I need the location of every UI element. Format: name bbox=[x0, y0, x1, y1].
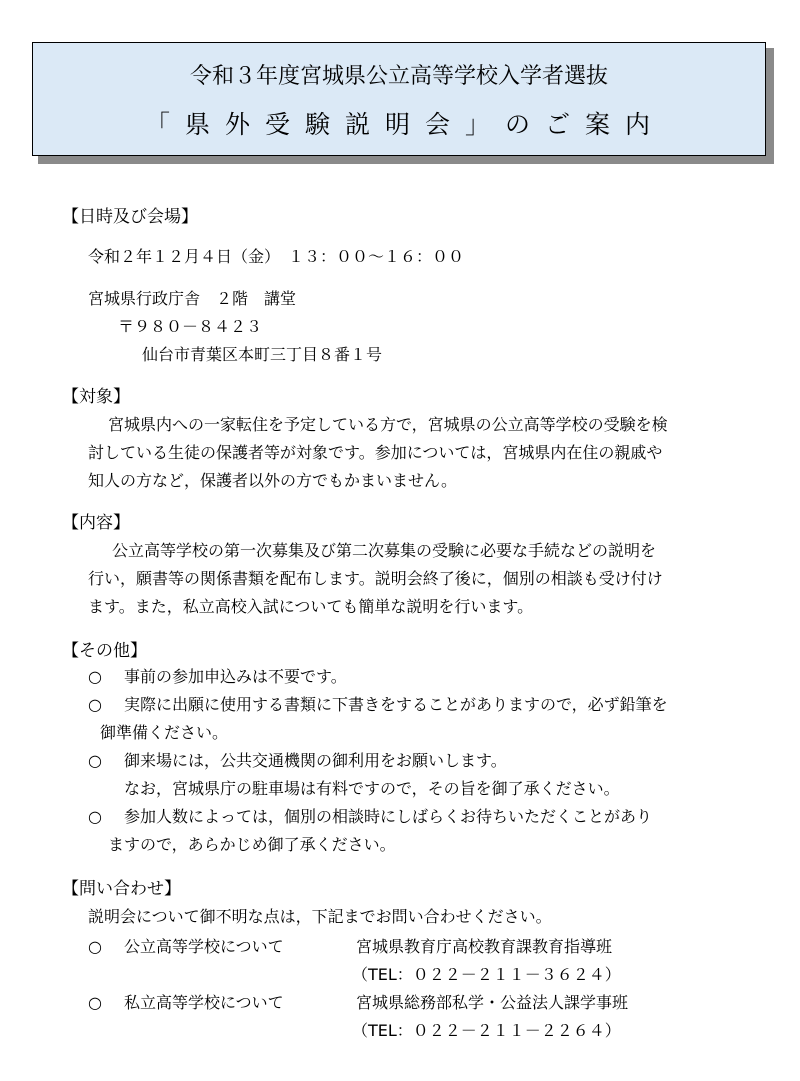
other-item bbox=[88, 804, 652, 827]
contact-item-public bbox=[88, 934, 284, 957]
other-item-text: 参加人数によっては，個別の相談時にしばらくお待ちいただくことがあり bbox=[124, 807, 653, 826]
other-item bbox=[88, 748, 507, 771]
contact-item-private bbox=[88, 990, 284, 1013]
schedule-heading: 【日時及び会場】 bbox=[62, 207, 198, 227]
other-item-text: 御来場には，公共交通機関の御利用をお願いします。 bbox=[124, 751, 507, 770]
other-item bbox=[88, 692, 668, 715]
bullet-circle-icon: ○ bbox=[88, 807, 102, 826]
bullet-circle-icon: ○ bbox=[88, 937, 102, 956]
document-subtitle: 「県外受験説明会」のご案内 bbox=[144, 110, 665, 139]
other-item bbox=[88, 664, 347, 687]
other-item-text: 事前の参加申込みは不要です。 bbox=[124, 667, 347, 686]
contact-label: 公立高等学校について bbox=[124, 937, 284, 956]
content-line: 行い，願書等の関係書類を配布します。説明会終了後に，個別の相談も受け付け bbox=[88, 569, 663, 588]
target-line: 宮城県内への一家転住を予定している方で，宮城県の公立高等学校の受験を検 bbox=[108, 415, 668, 434]
target-line: 討している生徒の保護者等が対象です。参加については，宮城県内在住の親戚や bbox=[88, 443, 663, 462]
content-line: ます。また，私立高校入試についても簡単な説明を行います。 bbox=[88, 597, 534, 616]
bullet-circle-icon: ○ bbox=[88, 993, 102, 1012]
other-item-text: 実際に出願に使用する書類に下書きをすることがありますので，必ず鉛筆を bbox=[124, 695, 668, 714]
schedule-postal: 〒９８０－８４２３ bbox=[118, 317, 263, 336]
contact-tel: （TEL：０２２－２１１－３６２４） bbox=[352, 965, 621, 984]
bullet-circle-icon: ○ bbox=[88, 751, 102, 770]
other-item-continuation: なお，宮城県庁の駐車場は有料ですので，その旨を御了承ください。 bbox=[124, 779, 620, 798]
other-item-continuation: ますので，あらかじめ御了承ください。 bbox=[108, 835, 396, 854]
contact-intro: 説明会について御不明な点は，下記までお問い合わせください。 bbox=[88, 907, 552, 926]
contact-heading: 【問い合わせ】 bbox=[62, 879, 181, 899]
bullet-circle-icon: ○ bbox=[88, 667, 102, 686]
content-heading: 【内容】 bbox=[62, 513, 130, 533]
other-heading: 【その他】 bbox=[62, 641, 147, 661]
contact-office: 宮城県総務部私学・公益法人課学事班 bbox=[356, 993, 629, 1012]
contact-tel: （TEL：０２２－２１１－２２６４） bbox=[352, 1021, 621, 1040]
contact-label: 私立高等学校について bbox=[124, 993, 284, 1012]
document-title: 令和３年度宮城県公立高等学校入学者選抜 bbox=[189, 64, 608, 89]
schedule-datetime: 令和２年１２月４日（金） １３：００～１６：００ bbox=[88, 247, 465, 266]
target-heading: 【対象】 bbox=[62, 387, 130, 407]
schedule-address: 仙台市青葉区本町三丁目８番１号 bbox=[142, 345, 383, 364]
target-line: 知人の方など，保護者以外の方でもかまいません。 bbox=[88, 471, 457, 490]
schedule-venue: 宮城県行政庁舎 ２階 講堂 bbox=[88, 289, 297, 308]
content-line: 公立高等学校の第一次募集及び第二次募集の受験に必要な手続などの説明を bbox=[112, 541, 657, 560]
other-item-continuation: 御準備ください。 bbox=[100, 723, 229, 742]
bullet-circle-icon: ○ bbox=[88, 695, 102, 714]
title-box bbox=[32, 42, 766, 156]
contact-office: 宮城県教育庁高校教育課教育指導班 bbox=[356, 937, 613, 956]
